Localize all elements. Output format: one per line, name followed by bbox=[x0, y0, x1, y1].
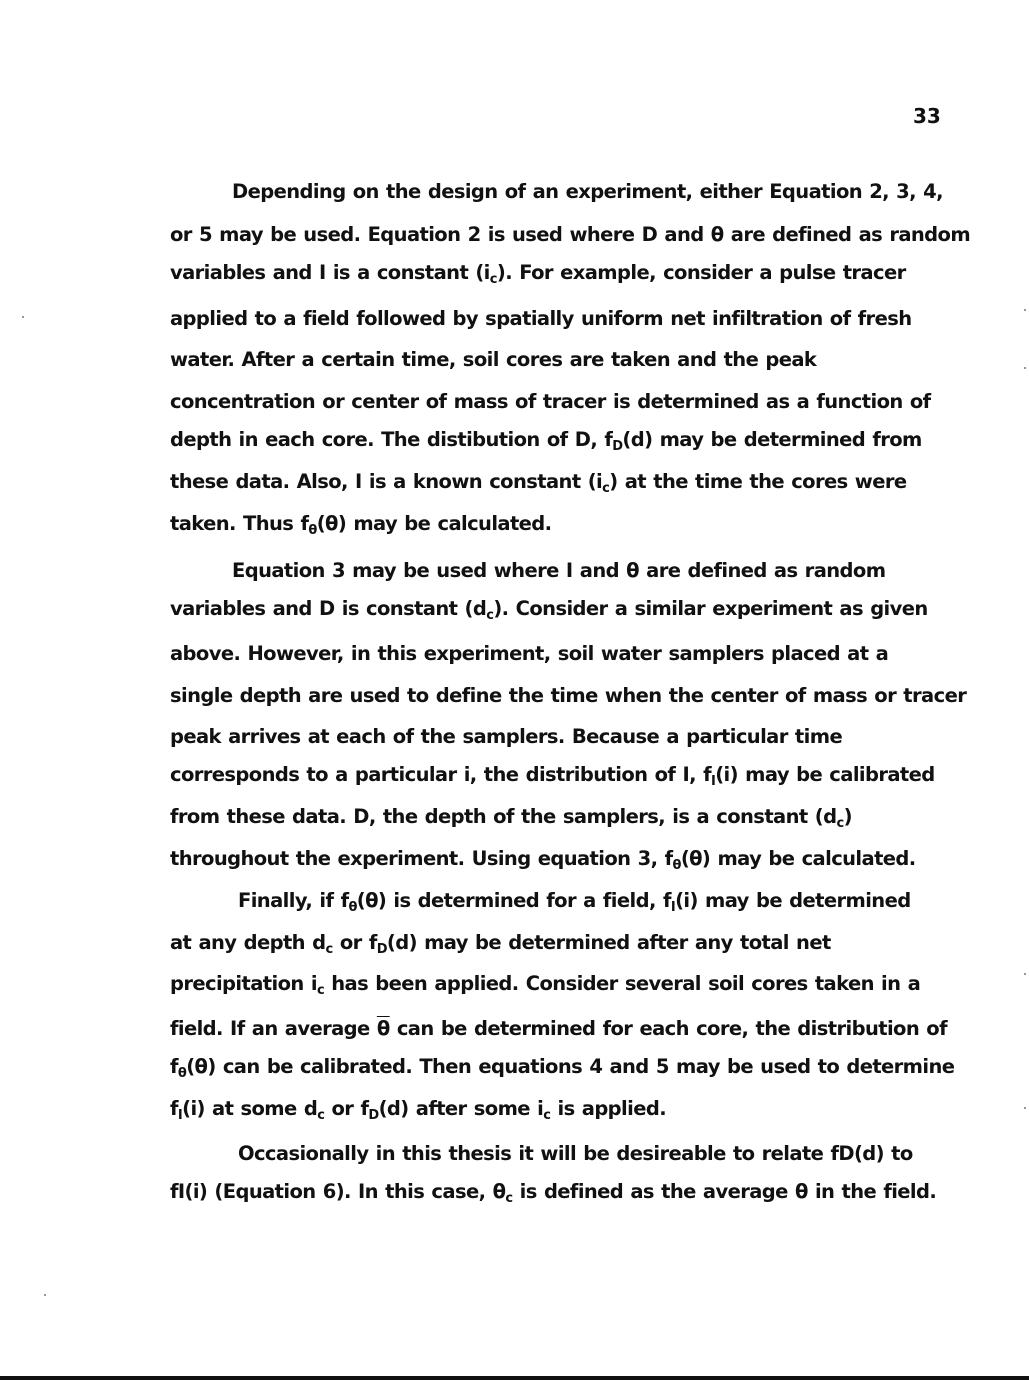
text-line: these data. Also, I is a known constant $(i_c)$ at the time the cores were bbox=[170, 470, 907, 496]
scan-speck bbox=[1024, 1107, 1026, 1109]
text-line: precipitation $i_c$ has been applied. Consider several soil cores taken in a bbox=[170, 972, 921, 998]
text-line: fI(i) (Equation 6). In this case, $\theta_c$ is defined as the average θ in the field. bbox=[170, 1180, 937, 1206]
text-line: variables and I is a constant $(i_c)$. For example, consider a pulse tracer bbox=[170, 261, 906, 287]
text-line: applied to a field followed by spatially uniform net infiltration of fresh bbox=[170, 307, 912, 330]
text-line: depth in each core. The distibution of D, $f_D(d)$ may be determined from bbox=[170, 428, 922, 454]
text-line: from these data. D, the depth of the samplers, is a constant $(d_c)$ bbox=[170, 805, 852, 831]
text-line: $f_\theta(\theta)$ can be calibrated. Then equations 4 and 5 may be used to determine bbox=[170, 1055, 955, 1081]
page-number: 33 bbox=[913, 104, 941, 128]
text-line: $f_I(i)$ at some $d_c$ or $f_D(d)$ after some $i_c$ is applied. bbox=[170, 1097, 667, 1123]
text-line: above. However, in this experiment, soil water samplers placed at a bbox=[170, 642, 889, 665]
text-line: variables and D is constant $(d_c)$. Consider a similar experiment as given bbox=[170, 597, 928, 623]
text-line: corresponds to a particular i, the distribution of I, $f_I(i)$ may be calibrated bbox=[170, 763, 935, 789]
scan-speck bbox=[22, 316, 24, 318]
text-line: or 5 may be used. Equation 2 is used where D and θ are defined as random bbox=[170, 223, 971, 246]
text-line: single depth are used to define the time when the center of mass or tracer bbox=[170, 684, 967, 707]
scan-speck bbox=[44, 1294, 46, 1296]
text-line: taken. Thus $f_\theta(\theta)$ may be calculated. bbox=[170, 512, 552, 538]
scan-speck bbox=[1024, 973, 1026, 975]
text-line: at any depth $d_c$ or $f_D(d)$ may be determined after any total net bbox=[170, 931, 831, 957]
text-line: Occasionally in this thesis it will be desireable to relate fD(d) to bbox=[238, 1142, 913, 1165]
text-line: peak arrives at each of the samplers. Because a particular time bbox=[170, 725, 843, 748]
text-line: water. After a certain time, soil cores are taken and the peak bbox=[170, 348, 817, 371]
theta-bar: $\overline{\theta}$ bbox=[376, 1017, 390, 1040]
text-line: field. If an average $\overline{\theta}$ can be determined for each core, the distribution of bbox=[170, 1017, 947, 1040]
bottom-rule bbox=[0, 1376, 1029, 1380]
text-line: concentration or center of mass of tracer is determined as a function of bbox=[170, 390, 931, 413]
text-line: Finally, if $f_\theta(\theta)$ is determined for a field, $f_I(i)$ may be determined bbox=[238, 889, 911, 915]
text-line: Depending on the design of an experiment, either Equation 2, 3, 4, bbox=[232, 180, 943, 203]
text-line: Equation 3 may be used where I and θ are defined as random bbox=[232, 559, 886, 582]
scan-speck bbox=[1024, 309, 1026, 311]
scan-speck bbox=[1024, 367, 1026, 369]
text-line: throughout the experiment. Using equation 3, $f_\theta(\theta)$ may be calculated. bbox=[170, 847, 916, 873]
